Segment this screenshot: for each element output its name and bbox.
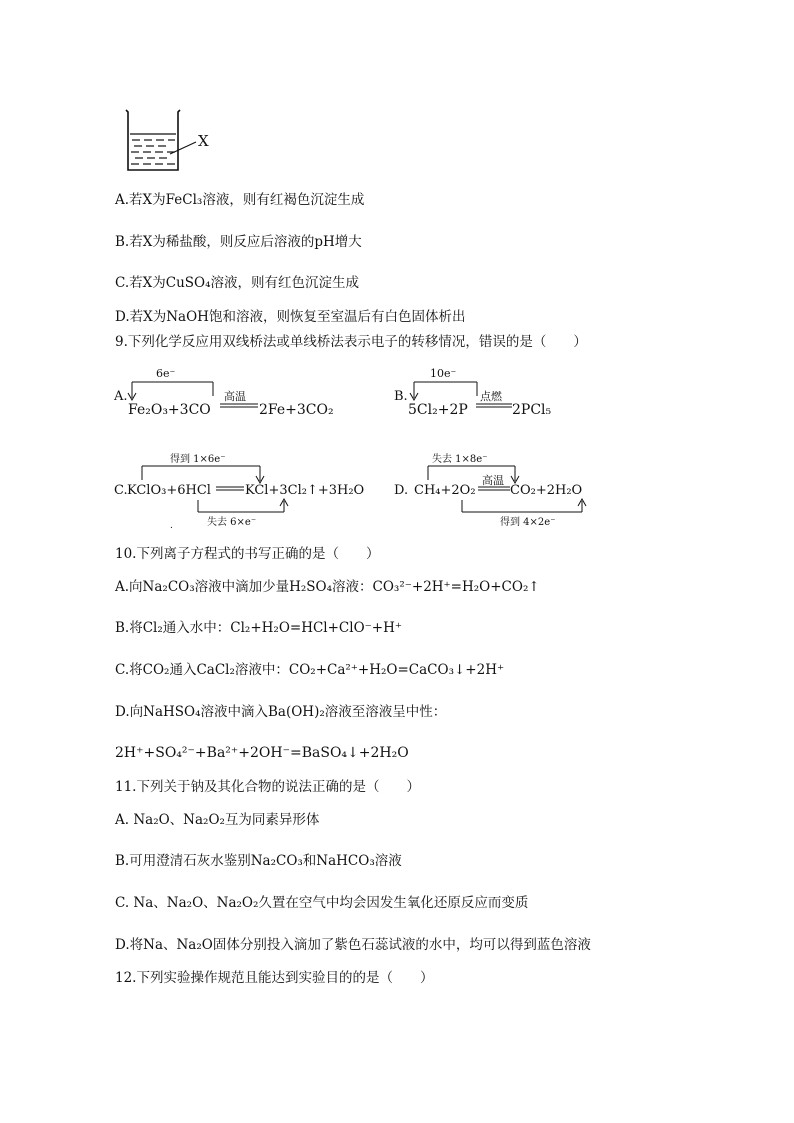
q9-option-d-diagram — [392, 450, 612, 532]
q8-option-d: D.若X为NaOH饱和溶液，则恢复至室温后有白色固体析出 — [115, 309, 466, 325]
q9-a-products: 2Fe+3CO₂ — [259, 402, 334, 418]
q11-option-b: B.可用澄清石灰水鉴别Na₂CO₃和NaHCO₃溶液 — [115, 853, 402, 869]
q9-c-stray-dot: . — [170, 521, 173, 531]
q9-c-loss-label: 失去 6×e⁻ — [207, 517, 257, 528]
q9-c-products: KCl+3Cl₂↑+3H₂O — [245, 483, 365, 498]
q10-stem: 10.下列离子方程式的书写正确的是（ ） — [115, 546, 380, 562]
q10-option-d: D.向NaHSO₄溶液中滴入Ba(OH)₂溶液至溶液呈中性： — [115, 704, 447, 720]
q9-b-reactants: 5Cl₂+2P — [408, 402, 468, 418]
beaker-liquid — [130, 134, 176, 164]
q8-option-b: B.若X为稀盐酸，则反应后溶液的pH增大 — [115, 234, 362, 250]
q9-c-gain-label: 得到 1×6e⁻ — [170, 454, 226, 465]
q9-d-condition: 高温 — [482, 474, 504, 487]
q9-a-condition: 高温 — [224, 390, 246, 403]
q9-option-c-diagram — [112, 450, 382, 532]
q11-option-d: D.将Na、Na₂O固体分别投入滴加了紫色石蕊试液的水中，均可以得到蓝色溶液 — [115, 937, 591, 953]
q10-option-c: C.将CO₂通入CaCl₂溶液中：CO₂+Ca²⁺+H₂O=CaCO₃↓+2H⁺ — [115, 662, 505, 678]
q10-option-d-equation: 2H⁺+SO₄²⁻+Ba²⁺+2OH⁻=BaSO₄↓+2H₂O — [115, 745, 409, 761]
q9-a-reactants: Fe₂O₃+3CO — [128, 402, 211, 418]
q9-c-reactants: KClO₃+6HCl — [127, 483, 211, 498]
q9-stem: 9.下列化学反应用双线桥法或单线桥法表示电子的转移情况，错误的是（ ） — [115, 334, 587, 350]
q11-option-a: A. Na₂O、Na₂O₂互为同素异形体 — [115, 812, 320, 828]
q9-a-letter: A. — [114, 389, 128, 404]
q9-b-condition: 点燃 — [480, 390, 502, 403]
q9-d-gain-label: 得到 4×2e⁻ — [500, 517, 556, 528]
q9-a-electrons: 6e⁻ — [156, 367, 176, 380]
q9-b-electrons: 10e⁻ — [430, 367, 457, 380]
q9-d-products: CO₂+2H₂O — [510, 483, 583, 498]
q12-stem: 12.下列实验操作规范且能达到实验目的的是（ ） — [115, 970, 434, 986]
q9-b-letter: B. — [394, 389, 408, 404]
q9-d-letter: D. — [394, 483, 409, 498]
q10-option-a: A.向Na₂CO₃溶液中滴加少量H₂SO₄溶液：CO₃²⁻+2H⁺=H₂O+CO₂↑ — [115, 579, 540, 595]
q9-option-a-diagram — [112, 362, 352, 424]
beaker-pointer-line — [170, 142, 196, 154]
q9-c-letter: C. — [114, 483, 128, 498]
q9-d-loss-label: 失去 1×8e⁻ — [432, 454, 488, 465]
q9-b-products: 2PCl₅ — [512, 402, 552, 418]
q9-d-reactants: CH₄+2O₂ — [414, 483, 476, 498]
beaker-figure — [118, 106, 228, 176]
q11-option-c: C. Na、Na₂O、Na₂O₂久置在空气中均会因发生氧化还原反应而变质 — [115, 895, 529, 911]
q10-option-b: B.将Cl₂通入水中：Cl₂+H₂O=HCl+ClO⁻+H⁺ — [115, 620, 402, 636]
q11-stem: 11.下列关于钠及其化合物的说法正确的是（ ） — [115, 779, 420, 795]
q8-option-c: C.若X为CuSO₄溶液，则有红色沉淀生成 — [115, 275, 360, 291]
beaker-label: X — [198, 132, 209, 150]
q9-option-b-diagram — [392, 362, 592, 424]
q8-option-a: A.若X为FeCl₃溶液，则有红褐色沉淀生成 — [115, 192, 365, 208]
